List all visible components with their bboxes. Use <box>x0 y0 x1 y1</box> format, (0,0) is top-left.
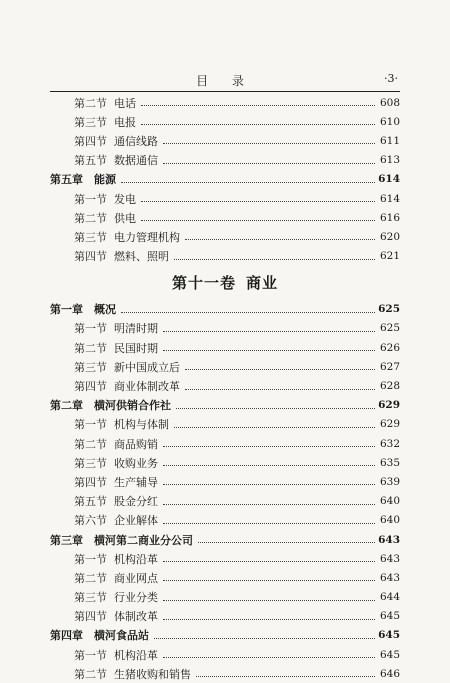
entry-page-number: 610 <box>379 115 400 128</box>
toc-section-entry[interactable] <box>50 189 400 208</box>
toc-section-entry[interactable] <box>50 472 400 491</box>
dot-leader <box>154 638 375 639</box>
toc-section-entry[interactable] <box>50 376 400 395</box>
entry-page-number: 629 <box>378 399 400 412</box>
entry-title: 横河第二商业分公司 <box>94 533 193 547</box>
dot-leader <box>163 465 375 466</box>
entry-page-number: 644 <box>379 591 400 604</box>
entry-title: 生产辅导 <box>114 475 158 489</box>
entry-title: 商业体制改革 <box>114 380 180 394</box>
entry-number: 第四节 <box>74 380 107 394</box>
entry-number: 第四节 <box>74 134 107 148</box>
dot-leader <box>163 446 375 447</box>
entry-number: 第一节 <box>74 552 107 566</box>
entry-title: 能源 <box>94 173 116 187</box>
entry-title: 电话 <box>114 96 136 110</box>
dot-leader <box>198 542 375 543</box>
entry-number: 第三节 <box>74 230 107 244</box>
toc-section-entry[interactable] <box>50 511 400 530</box>
entry-title: 股金分红 <box>114 495 158 509</box>
toc-section-entry[interactable] <box>50 131 400 150</box>
dot-leader <box>163 143 375 144</box>
entry-number: 第一节 <box>74 192 107 206</box>
dot-leader <box>196 676 375 677</box>
toc-section-entry[interactable] <box>50 549 400 568</box>
toc-chapter-entry[interactable] <box>50 396 400 415</box>
toc-section-entry[interactable] <box>50 357 400 376</box>
entry-title: 生猪收购和销售 <box>114 667 191 681</box>
toc-section-entry[interactable] <box>50 607 400 626</box>
toc-section-entry[interactable] <box>50 492 400 511</box>
entry-title: 通信线路 <box>114 134 158 148</box>
entry-page-number: 640 <box>379 514 400 527</box>
entry-page-number: 616 <box>379 211 400 224</box>
toc-chapter-entry[interactable] <box>50 530 400 549</box>
entry-number: 第五章 <box>50 173 83 187</box>
entry-page-number: 645 <box>379 648 400 661</box>
entry-title: 电力管理机构 <box>114 230 180 244</box>
entry-title: 电报 <box>114 115 136 129</box>
dot-leader <box>163 331 375 332</box>
toc-section-entry[interactable] <box>50 588 400 607</box>
entry-number: 第二节 <box>74 437 107 451</box>
toc-chapter-entry[interactable] <box>50 626 400 645</box>
dot-leader <box>174 259 375 260</box>
entry-number: 第五节 <box>74 154 107 168</box>
entry-number: 第二章 <box>50 399 83 413</box>
entry-number: 第六节 <box>74 514 107 528</box>
entry-title: 体制改革 <box>114 610 158 624</box>
toc-section-entry[interactable] <box>50 645 400 664</box>
entry-page-number: 639 <box>379 475 400 488</box>
toc-group-2 <box>50 300 400 683</box>
toc-chapter-entry[interactable] <box>50 170 400 189</box>
header-rule <box>50 91 400 92</box>
toc-chapter-entry[interactable] <box>50 300 400 319</box>
entry-page-number: 627 <box>379 360 400 373</box>
entry-number: 第一节 <box>74 648 107 662</box>
entry-title: 发电 <box>114 192 136 206</box>
entry-page-number: 620 <box>379 230 400 243</box>
entry-title: 商业网点 <box>114 571 158 585</box>
dot-leader <box>185 389 375 390</box>
entry-title: 数据通信 <box>114 154 158 168</box>
entry-page-number: 643 <box>378 533 400 546</box>
entry-number: 第四节 <box>74 610 107 624</box>
toc-section-entry[interactable] <box>50 568 400 587</box>
entry-page-number: 640 <box>379 495 400 508</box>
dot-leader <box>185 369 375 370</box>
entry-number: 第三节 <box>74 591 107 605</box>
dot-leader <box>174 427 375 428</box>
dot-leader <box>163 561 375 562</box>
entry-page-number: 626 <box>379 341 400 354</box>
toc-section-entry[interactable] <box>50 93 400 112</box>
toc-section-entry[interactable] <box>50 338 400 357</box>
dot-leader <box>121 312 375 313</box>
dot-leader <box>163 523 375 524</box>
toc-section-entry[interactable] <box>50 112 400 131</box>
entry-number: 第四章 <box>50 629 83 643</box>
dot-leader <box>163 163 375 164</box>
toc-section-entry[interactable] <box>50 453 400 472</box>
toc-section-entry[interactable] <box>50 319 400 338</box>
entry-number: 第三章 <box>50 533 83 547</box>
header-title: 目 录 <box>196 74 254 88</box>
entry-title: 横河食品站 <box>94 629 149 643</box>
dot-leader <box>163 504 375 505</box>
entry-title: 供电 <box>114 211 136 225</box>
dot-leader <box>121 182 375 183</box>
entry-number: 第四节 <box>74 475 107 489</box>
entry-title: 燃料、照明 <box>114 250 169 264</box>
dot-leader <box>185 239 375 240</box>
entry-number: 第三节 <box>74 456 107 470</box>
dot-leader <box>163 580 375 581</box>
entry-number: 第二节 <box>74 96 107 110</box>
entry-title: 行业分类 <box>114 591 158 605</box>
entry-number: 第一节 <box>74 322 107 336</box>
toc-section-entry[interactable] <box>50 434 400 453</box>
entry-title: 商品购销 <box>114 437 158 451</box>
header-page-number: ·3· <box>384 72 398 85</box>
entry-title: 民国时期 <box>114 341 158 355</box>
dot-leader <box>141 201 375 202</box>
entry-number: 第二节 <box>74 571 107 585</box>
entry-title: 企业解体 <box>114 514 158 528</box>
entry-page-number: 643 <box>379 571 400 584</box>
entry-page-number: 625 <box>378 303 400 316</box>
entry-page-number: 645 <box>379 610 400 623</box>
dot-leader <box>176 408 375 409</box>
entry-page-number: 614 <box>378 173 400 186</box>
dot-leader <box>163 484 375 485</box>
entry-number: 第四节 <box>74 250 107 264</box>
entry-title: 机构沿革 <box>114 648 158 662</box>
entry-title: 明清时期 <box>114 322 158 336</box>
page-header <box>50 72 400 90</box>
volume-title: 商业 <box>246 274 279 293</box>
toc-section-entry[interactable] <box>50 208 400 227</box>
entry-title: 收购业务 <box>114 456 158 470</box>
dot-leader <box>141 124 375 125</box>
dot-leader <box>163 600 375 601</box>
entry-page-number: 611 <box>379 134 400 147</box>
entry-number: 第五节 <box>74 495 107 509</box>
entry-number: 第一节 <box>74 418 107 432</box>
dot-leader <box>141 220 375 221</box>
toc-section-entry[interactable] <box>50 227 400 246</box>
entry-number: 第三节 <box>74 360 107 374</box>
entry-title: 横河供销合作社 <box>94 399 171 413</box>
toc-section-entry[interactable] <box>50 415 400 434</box>
toc-section-entry[interactable] <box>50 664 400 683</box>
toc-group-1 <box>50 93 400 266</box>
entry-number: 第三节 <box>74 115 107 129</box>
entry-title: 机构与体制 <box>114 418 169 432</box>
entry-page-number: 629 <box>379 418 400 431</box>
volume-number: 第十一卷 <box>171 274 236 293</box>
entry-number: 第二节 <box>74 211 107 225</box>
entry-page-number: 613 <box>379 154 400 167</box>
entry-title: 新中国成立后 <box>114 360 180 374</box>
dot-leader <box>163 619 375 620</box>
entry-page-number: 621 <box>379 250 400 263</box>
dot-leader <box>141 105 375 106</box>
entry-page-number: 608 <box>379 96 400 109</box>
dot-leader <box>163 350 375 351</box>
entry-page-number: 632 <box>379 437 400 450</box>
entry-page-number: 646 <box>379 667 400 680</box>
entry-number: 第一章 <box>50 303 83 317</box>
entry-page-number: 635 <box>379 456 400 469</box>
table-of-contents <box>50 93 400 683</box>
volume-heading <box>50 266 400 300</box>
entry-number: 第二节 <box>74 341 107 355</box>
entry-page-number: 628 <box>379 380 400 393</box>
toc-section-entry[interactable] <box>50 151 400 170</box>
entry-title: 概况 <box>94 303 116 317</box>
entry-number: 第二节 <box>74 667 107 681</box>
entry-page-number: 643 <box>379 552 400 565</box>
entry-page-number: 645 <box>378 629 400 642</box>
entry-page-number: 614 <box>379 192 400 205</box>
entry-page-number: 625 <box>379 322 400 335</box>
entry-title: 机构沿革 <box>114 552 158 566</box>
dot-leader <box>163 657 375 658</box>
toc-section-entry[interactable] <box>50 247 400 266</box>
